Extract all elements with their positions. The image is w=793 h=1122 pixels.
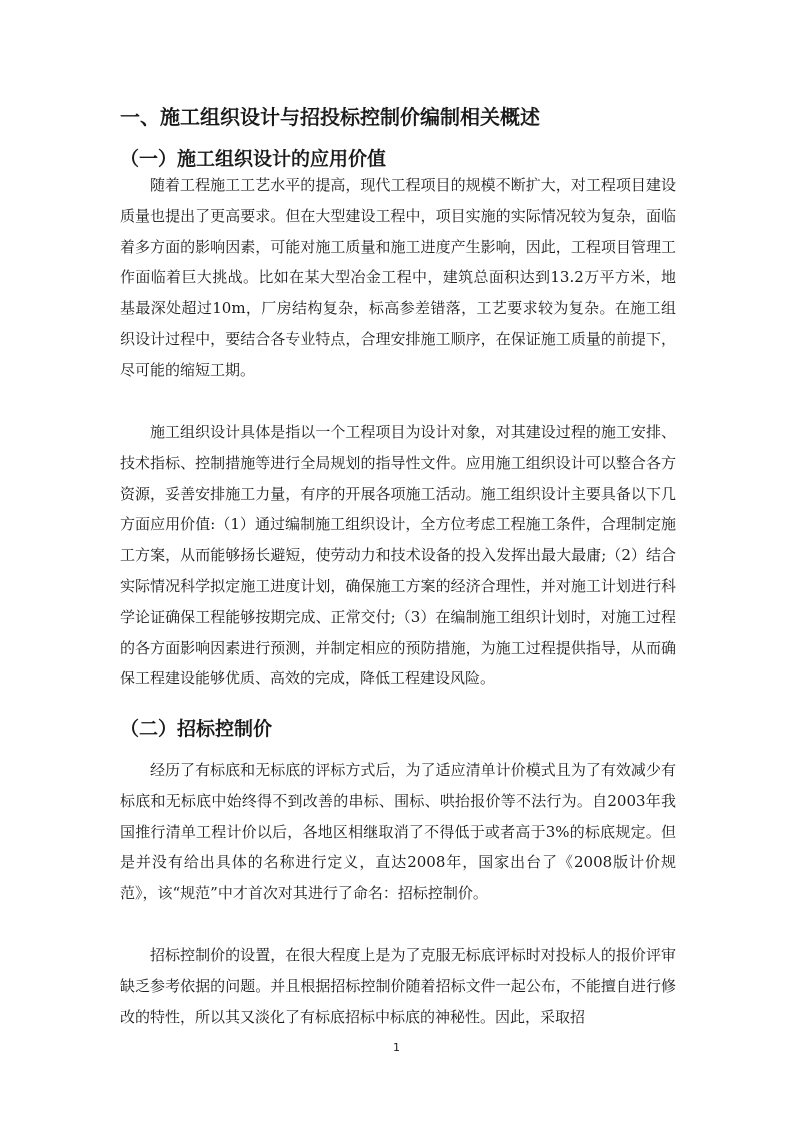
section-2-title: （二）招标控制价 xyxy=(120,718,273,740)
section-2-paragraph-1: 经历了有标底和无标底的评标方式后，为了适应清单计价模式且为了有效减少有标底和无标底中始终得不到改善的串标、围标、哄抬报价等不法行为。自2003年我国推行清单工程计价以后，各地区相继取消了不得低于或者高于3%的标底规定。但是并没有给出具体的名称进行定义，直达2008年，国家出台了《2008版计价规范》，该“规范”中才首次对其进行了命名：招标控制价。 xyxy=(120,761,676,903)
section-1-title: （一）施工组织设计的应用价值 xyxy=(120,148,387,170)
section-1-paragraph-2: 施工组织设计具体是指以一个工程项目为设计对象，对其建设过程的施工安排、技术指标、控制措施等进行全局规划的指导性文件。应用施工组织设计可以整合各方资源，妥善安排施工力量，有序的开展各项施工活动。施工组织设计主要具备以下几方面应用价值:（1）通过编制施工组织设计，全方位考虑工程施工条件，合理制定施工方案，从而能够扬长避短，使劳动力和技术设备的投入发挥出最大最庸;（2）结合实际情况科学拟定施工进度计划，确保施工方案的经济合理性，并对施工计划进行科学论证确保工程能够按期完成、正常交付;（3）在编制施工组织计划时，对施工过程的各方面影响因素进行预测，并制定相应的预防措施，为施工过程提供指导，从而确保工程建设能够优质、高效的完成，降低工程建设风险。 xyxy=(120,423,676,688)
chapter-heading: 一、施工组织设计与招投标控制价编制相关概述 xyxy=(120,105,540,129)
page-number: 1 xyxy=(393,1041,400,1054)
section-1-paragraph-1: 随着工程施工工艺水平的提高，现代工程项目的规模不断扩大，对工程项目建设质量也提出了更高要求。但在大型建设工程中，项目实施的实际情况较为复杂，面临着多方面的影响因素，可能对施工质量和施工进度产生影响，因此，工程项目管理工作面临着巨大挑战。比如在某大型冶金工程中，建筑总面积达到13.2万平方米，地基最深处超过10m，厂房结构复杂，标高参差错落，工艺要求较为复杂。在施工组织设计过程中，要结合各专业特点，合理安排施工顺序，在保证施工质量的前提下，尽可能的缩短工期。 xyxy=(120,176,676,379)
section-2-paragraph-2: 招标控制价的设置，在很大程度上是为了克服无标底评标时对投标人的报价评审缺乏参考依据的问题。并且根据招标控制价随着招标文件一起公布，不能擅自进行修改的特性，所以其又淡化了有标底招标中标底的神秘性。因此，采取招 xyxy=(120,946,676,1026)
